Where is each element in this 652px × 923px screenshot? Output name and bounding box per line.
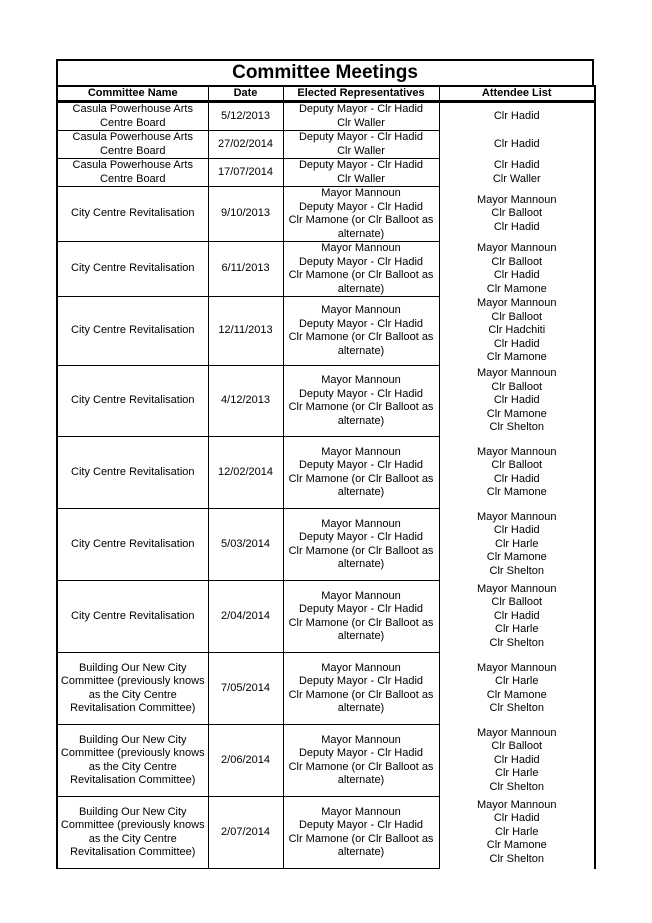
committee-name-cell: City Centre Revitalisation bbox=[57, 187, 208, 242]
attendee-list-cell: Mayor Mannoun Clr Balloot Clr Hadid Clr Mamone bbox=[439, 437, 595, 509]
elected-representatives-cell: Mayor Mannoun Deputy Mayor - Clr Hadid Clr Mamone (or Clr Balloot as alternate) bbox=[283, 509, 439, 581]
elected-representatives-cell: Deputy Mayor - Clr Hadid Clr Waller bbox=[283, 102, 439, 131]
table-row bbox=[57, 725, 595, 797]
attendee-list-cell: Mayor Mannoun Clr Balloot Clr Hadid Clr Mamone bbox=[439, 242, 595, 297]
table-row bbox=[57, 131, 595, 159]
date-cell: 27/02/2014 bbox=[208, 131, 283, 159]
attendee-list-cell: Clr Hadid bbox=[439, 102, 595, 131]
elected-representatives-cell: Mayor Mannoun Deputy Mayor - Clr Hadid Clr Mamone (or Clr Balloot as alternate) bbox=[283, 581, 439, 653]
table-row bbox=[57, 653, 595, 725]
elected-representatives-cell: Mayor Mannoun Deputy Mayor - Clr Hadid Clr Mamone (or Clr Balloot as alternate) bbox=[283, 187, 439, 242]
date-cell: 5/12/2013 bbox=[208, 102, 283, 131]
date-cell: 6/11/2013 bbox=[208, 242, 283, 297]
table-row bbox=[57, 437, 595, 509]
elected-representatives-cell: Mayor Mannoun Deputy Mayor - Clr Hadid Clr Mamone (or Clr Balloot as alternate) bbox=[283, 797, 439, 869]
meetings-table bbox=[56, 85, 596, 869]
header-date: Date bbox=[208, 86, 283, 102]
attendee-list-cell: Mayor Mannoun Clr Balloot Clr Hadid bbox=[439, 187, 595, 242]
attendee-list-cell: Mayor Mannoun Clr Hadid Clr Harle Clr Mamone Clr Shelton bbox=[439, 797, 595, 869]
committee-meetings-document bbox=[56, 59, 594, 869]
committee-name-cell: Building Our New City Committee (previously knows as the City Centre Revitalisation Committee) bbox=[57, 653, 208, 725]
elected-representatives-cell: Deputy Mayor - Clr Hadid Clr Waller bbox=[283, 131, 439, 159]
table-row bbox=[57, 159, 595, 187]
committee-name-cell: City Centre Revitalisation bbox=[57, 297, 208, 366]
date-cell: 12/02/2014 bbox=[208, 437, 283, 509]
date-cell: 9/10/2013 bbox=[208, 187, 283, 242]
committee-name-cell: City Centre Revitalisation bbox=[57, 509, 208, 581]
elected-representatives-cell: Mayor Mannoun Deputy Mayor - Clr Hadid Clr Mamone (or Clr Balloot as alternate) bbox=[283, 366, 439, 437]
elected-representatives-cell: Mayor Mannoun Deputy Mayor - Clr Hadid Clr Mamone (or Clr Balloot as alternate) bbox=[283, 725, 439, 797]
date-cell: 2/06/2014 bbox=[208, 725, 283, 797]
date-cell: 2/04/2014 bbox=[208, 581, 283, 653]
attendee-list-cell: Mayor Mannoun Clr Hadid Clr Harle Clr Mamone Clr Shelton bbox=[439, 509, 595, 581]
date-cell: 7/05/2014 bbox=[208, 653, 283, 725]
table-row bbox=[57, 366, 595, 437]
committee-name-cell: City Centre Revitalisation bbox=[57, 366, 208, 437]
table-row bbox=[57, 187, 595, 242]
attendee-list-cell: Mayor Mannoun Clr Balloot Clr Hadid Clr Mamone Clr Shelton bbox=[439, 366, 595, 437]
table-row bbox=[57, 797, 595, 869]
attendee-list-cell: Clr Hadid bbox=[439, 131, 595, 159]
table-row bbox=[57, 242, 595, 297]
attendee-list-cell: Mayor Mannoun Clr Balloot Clr Hadid Clr Harle Clr Shelton bbox=[439, 725, 595, 797]
committee-name-cell: City Centre Revitalisation bbox=[57, 242, 208, 297]
header-row bbox=[57, 86, 595, 102]
elected-representatives-cell: Deputy Mayor - Clr Hadid Clr Waller bbox=[283, 159, 439, 187]
date-cell: 2/07/2014 bbox=[208, 797, 283, 869]
elected-representatives-cell: Mayor Mannoun Deputy Mayor - Clr Hadid Clr Mamone (or Clr Balloot as alternate) bbox=[283, 437, 439, 509]
date-cell: 4/12/2013 bbox=[208, 366, 283, 437]
committee-name-cell: Casula Powerhouse Arts Centre Board bbox=[57, 102, 208, 131]
table-row bbox=[57, 102, 595, 131]
committee-name-cell: Building Our New City Committee (previously knows as the City Centre Revitalisation Committee) bbox=[57, 797, 208, 869]
attendee-list-cell: Mayor Mannoun Clr Balloot Clr Hadid Clr Harle Clr Shelton bbox=[439, 581, 595, 653]
attendee-list-cell: Mayor Mannoun Clr Balloot Clr Hadchiti Clr Hadid Clr Mamone bbox=[439, 297, 595, 366]
committee-name-cell: Building Our New City Committee (previously knows as the City Centre Revitalisation Committee) bbox=[57, 725, 208, 797]
header-elected-representatives: Elected Representatives bbox=[283, 86, 439, 102]
committee-name-cell: Casula Powerhouse Arts Centre Board bbox=[57, 131, 208, 159]
date-cell: 17/07/2014 bbox=[208, 159, 283, 187]
elected-representatives-cell: Mayor Mannoun Deputy Mayor - Clr Hadid Clr Mamone (or Clr Balloot as alternate) bbox=[283, 653, 439, 725]
committee-name-cell: City Centre Revitalisation bbox=[57, 437, 208, 509]
date-cell: 5/03/2014 bbox=[208, 509, 283, 581]
elected-representatives-cell: Mayor Mannoun Deputy Mayor - Clr Hadid Clr Mamone (or Clr Balloot as alternate) bbox=[283, 297, 439, 366]
attendee-list-cell: Mayor Mannoun Clr Harle Clr Mamone Clr Shelton bbox=[439, 653, 595, 725]
table-row bbox=[57, 297, 595, 366]
committee-name-cell: Casula Powerhouse Arts Centre Board bbox=[57, 159, 208, 187]
page-title: Committee Meetings bbox=[56, 59, 594, 85]
elected-representatives-cell: Mayor Mannoun Deputy Mayor - Clr Hadid Clr Mamone (or Clr Balloot as alternate) bbox=[283, 242, 439, 297]
table-row bbox=[57, 581, 595, 653]
date-cell: 12/11/2013 bbox=[208, 297, 283, 366]
attendee-list-cell: Clr Hadid Clr Waller bbox=[439, 159, 595, 187]
header-attendee-list: Attendee List bbox=[439, 86, 595, 102]
header-committee-name: Committee Name bbox=[57, 86, 208, 102]
committee-name-cell: City Centre Revitalisation bbox=[57, 581, 208, 653]
table-row bbox=[57, 509, 595, 581]
